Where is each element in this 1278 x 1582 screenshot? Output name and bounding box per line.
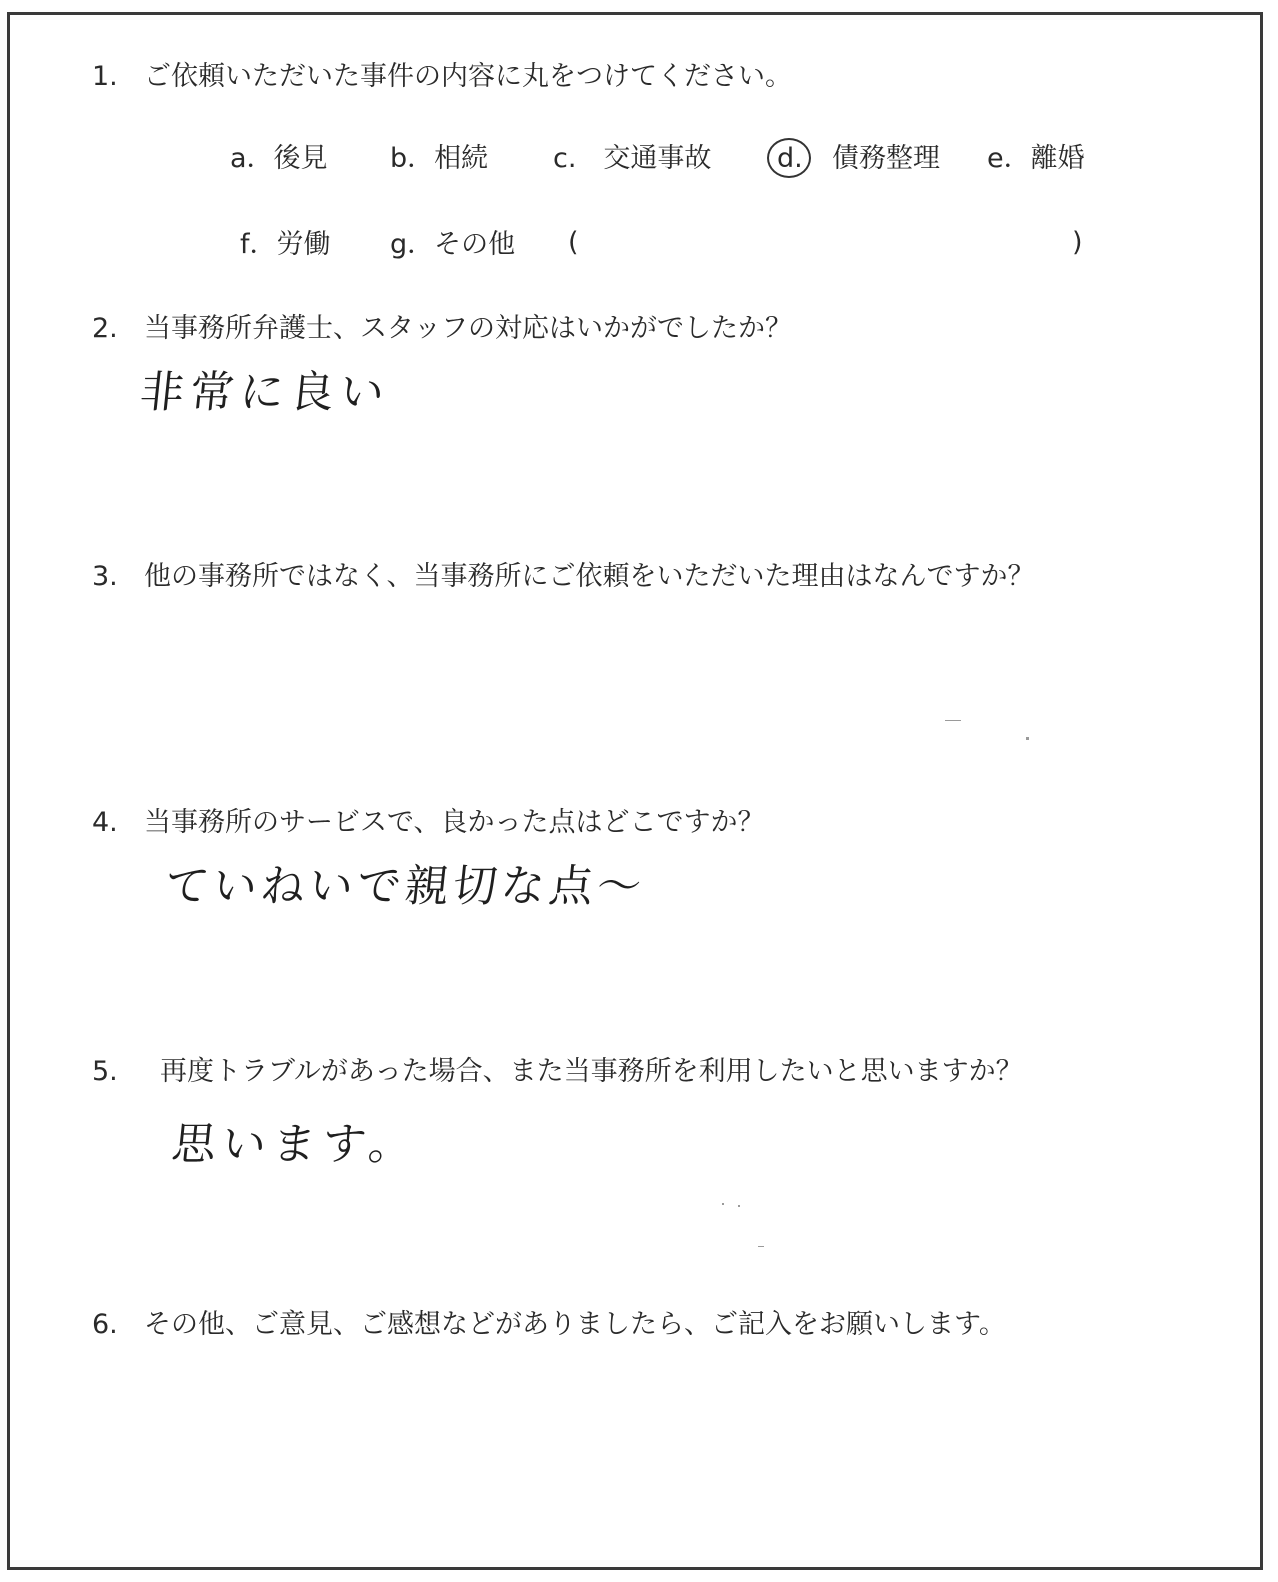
- answer-q4-handwriting: ていねいで親切な点～: [162, 861, 648, 912]
- question-number: 4.: [92, 807, 118, 838]
- answer-q5-handwriting: 思います。: [169, 1119, 422, 1170]
- question-text: 当事務所弁護士、スタッフの対応はいかがでしたか？: [144, 313, 792, 344]
- question-number: 5.: [92, 1056, 118, 1087]
- option-d-label[interactable]: 債務整理: [832, 143, 940, 174]
- option-g-paren-close: ): [1072, 227, 1083, 258]
- question-number: 2.: [92, 313, 118, 344]
- question-text: 当事務所のサービスで、良かった点はどこですか？: [144, 807, 765, 838]
- scan-speck: [722, 1203, 724, 1205]
- scan-speck: [945, 720, 961, 721]
- question-number: 3.: [92, 561, 118, 592]
- question-text: ご依頼いただいた事件の内容に丸をつけてください。: [144, 61, 792, 92]
- option-e[interactable]: e．離婚: [987, 143, 1085, 174]
- option-a[interactable]: a．後見: [230, 143, 328, 174]
- option-f[interactable]: f．労働: [240, 229, 331, 260]
- option-g[interactable]: g．その他: [390, 229, 516, 260]
- answer-q2-handwriting: 非常に良い: [137, 367, 393, 418]
- option-b[interactable]: b．相続: [390, 143, 489, 174]
- question-number: 1.: [92, 61, 118, 92]
- scan-speck: [758, 1246, 764, 1247]
- question-text: 再度トラブルがあった場合、また当事務所を利用したいと思いますか？: [160, 1056, 1023, 1087]
- scan-speck: [1026, 737, 1029, 740]
- option-d-letter[interactable]: d.: [777, 143, 803, 174]
- question-text: 他の事務所ではなく、当事務所にご依頼をいただいた理由はなんですか？: [144, 561, 1035, 592]
- question-text: その他、ご意見、ご感想などがありましたら、ご記入をお願いします。: [144, 1309, 1006, 1340]
- question-number: 6.: [92, 1309, 118, 1340]
- scan-speck: [738, 1205, 740, 1207]
- option-c[interactable]: c. 交通事故: [553, 143, 712, 174]
- option-g-paren-open: (: [568, 227, 579, 258]
